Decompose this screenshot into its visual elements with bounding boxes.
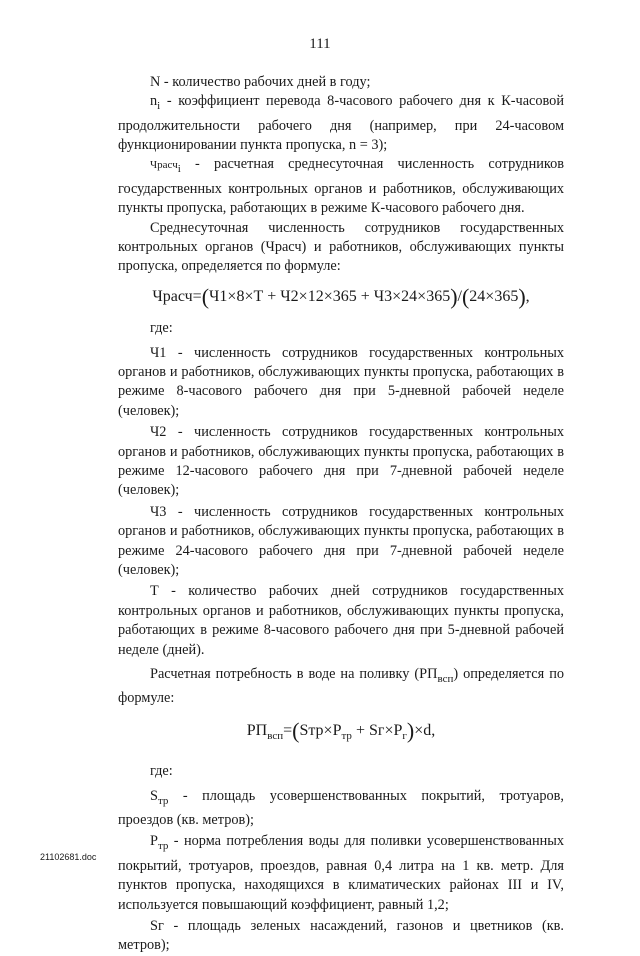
formula-rp-lhs: РП — [246, 721, 268, 739]
symbol-chrasch-subscript: i — [177, 163, 181, 176]
formula-rp-close-paren: ) — [406, 717, 415, 743]
symbol-n: n — [150, 93, 158, 110]
paragraph-chrasch-text: - расчетная среднесуточная численность сотрудников государственных контрольных органов и работников, обслуживающих пункты пропуска, работающих в режиме К-часового рабочего дня. — [118, 156, 564, 217]
formula-chrasch-equals: = — [192, 287, 202, 305]
formula-chrasch-open-paren: ( — [201, 283, 210, 309]
formula-rp-lhs-subscript: всп — [267, 729, 284, 742]
formula-rp-times-2: × — [384, 721, 394, 739]
paragraph-chrasch-definition — [118, 155, 564, 218]
footer-filename: 21102681.doc — [40, 852, 97, 862]
formula-rp — [118, 717, 564, 747]
symbol-chrasch: Чрасч — [150, 159, 178, 172]
paragraph-ch3-definition: Ч3 - численность сотрудников государственных контрольных органов и работников, обслуживающих пункты пропуска, работающих в режиме 24-часового рабочего дня при 7-дневной рабочей неделе (человек); — [118, 503, 564, 579]
paragraph-water-text-2: ) определяется по формуле: — [118, 666, 564, 707]
paragraph-water-text-1: Расчетная потребность в воде на поливку (РП — [150, 666, 438, 683]
paragraph-n-definition: N - количество рабочих дней в году; — [150, 74, 371, 90]
paragraph-t-definition: Т - количество рабочих дней сотрудников государственных контрольных органов и работников, обслуживающих пункты пропуска, работающих в режиме 8-часового рабочего дня при 5-дневной рабочей неделе (дней). — [118, 583, 564, 658]
paragraph-ch1-definition: Ч1 - численность сотрудников государственных контрольных органов и работников, обслуживающих пункты пропуска, работающих в режиме 8-часового рабочего дня при 5-дневной рабочей неделе (человек); — [118, 344, 564, 419]
formula-rp-p1-subscript: тр — [341, 729, 352, 742]
paragraph-str-text: - площадь усовершенствованных покрытий, тротуаров, проездов (кв. метров); — [118, 787, 564, 829]
where-label-2: где: — [150, 763, 173, 780]
symbol-s: S — [150, 787, 158, 804]
paragraph-ni-text: - коэффициент перевода 8-часового рабочего дня к К-часовой продолжительности рабочего дня (например, при 24-часовом функционировании пункта пропуска, n = 3); — [118, 93, 564, 154]
paragraph-ptr-text: - норма потребления воды для поливки усовершенствованных покрытий, тротуаров, проездов, равная 0,4 литра на 1 кв. метр. Для пунктов пропуска, находящихся в климатических районах III и IV, используется повышающий коэффициент, равный 1,2; — [118, 833, 564, 913]
formula-chrasch — [118, 283, 564, 309]
paragraph-ni-definition — [118, 92, 564, 155]
symbol-s-subscript: тр — [157, 794, 169, 807]
formula-chrasch-end: , — [525, 287, 530, 305]
paragraph-ptr-definition — [118, 832, 564, 914]
formula-chrasch-den-close-paren: ) — [518, 283, 526, 309]
formula-rp-s2: Sг — [368, 721, 385, 739]
formula-rp-p2: Р — [393, 721, 403, 739]
formula-rp-open-paren: ( — [292, 717, 300, 743]
formula-chrasch-denominator: 24×365 — [469, 287, 519, 305]
formula-chrasch-close-paren: ) — [450, 283, 458, 309]
formula-rp-p2-subscript: г — [402, 729, 407, 742]
formula-chrasch-lhs: Чрасч — [152, 287, 193, 305]
paragraph-ch2-definition: Ч2 - численность сотрудников государственных контрольных органов и работников, обслуживающих пункты пропуска, работающих в режиме 12-часового рабочего дня при 7-дневной рабочей неделе (человек); — [118, 424, 564, 499]
symbol-p-subscript: тр — [157, 840, 169, 853]
formula-chrasch-den-open-paren: ( — [461, 283, 470, 309]
page-number: 111 — [309, 36, 331, 52]
paragraph-sg-definition: Sг - площадь зеленых насаждений, газонов и цветников (кв. метров); — [118, 917, 564, 954]
formula-rp-tail: ×d, — [414, 721, 436, 739]
formula-rp-p1: Р — [332, 721, 342, 739]
symbol-n-subscript: i — [157, 100, 161, 113]
paragraph-str-definition — [118, 787, 564, 831]
formula-rp-times-1: × — [323, 721, 333, 739]
formula-rp-equals: = — [283, 721, 293, 739]
paragraph-water-subscript: всп — [437, 672, 454, 685]
formula-chrasch-divide: / — [457, 287, 462, 305]
paragraph-water-requirement — [118, 665, 564, 709]
formula-chrasch-numerator: Ч1×8×Т + Ч2×12×365 + Ч3×24×365 — [209, 287, 451, 305]
where-label-1: где: — [150, 320, 173, 337]
paragraph-average-count: Среднесуточная численность сотрудников государственных контрольных органов (Чрасч) и работников, обслуживающих пункты пропуска, определяется по формуле: — [118, 219, 564, 275]
symbol-p: Р — [150, 833, 158, 850]
document-body — [118, 73, 564, 956]
formula-rp-s1: Sтр — [299, 721, 324, 739]
formula-rp-plus: + — [355, 721, 365, 739]
